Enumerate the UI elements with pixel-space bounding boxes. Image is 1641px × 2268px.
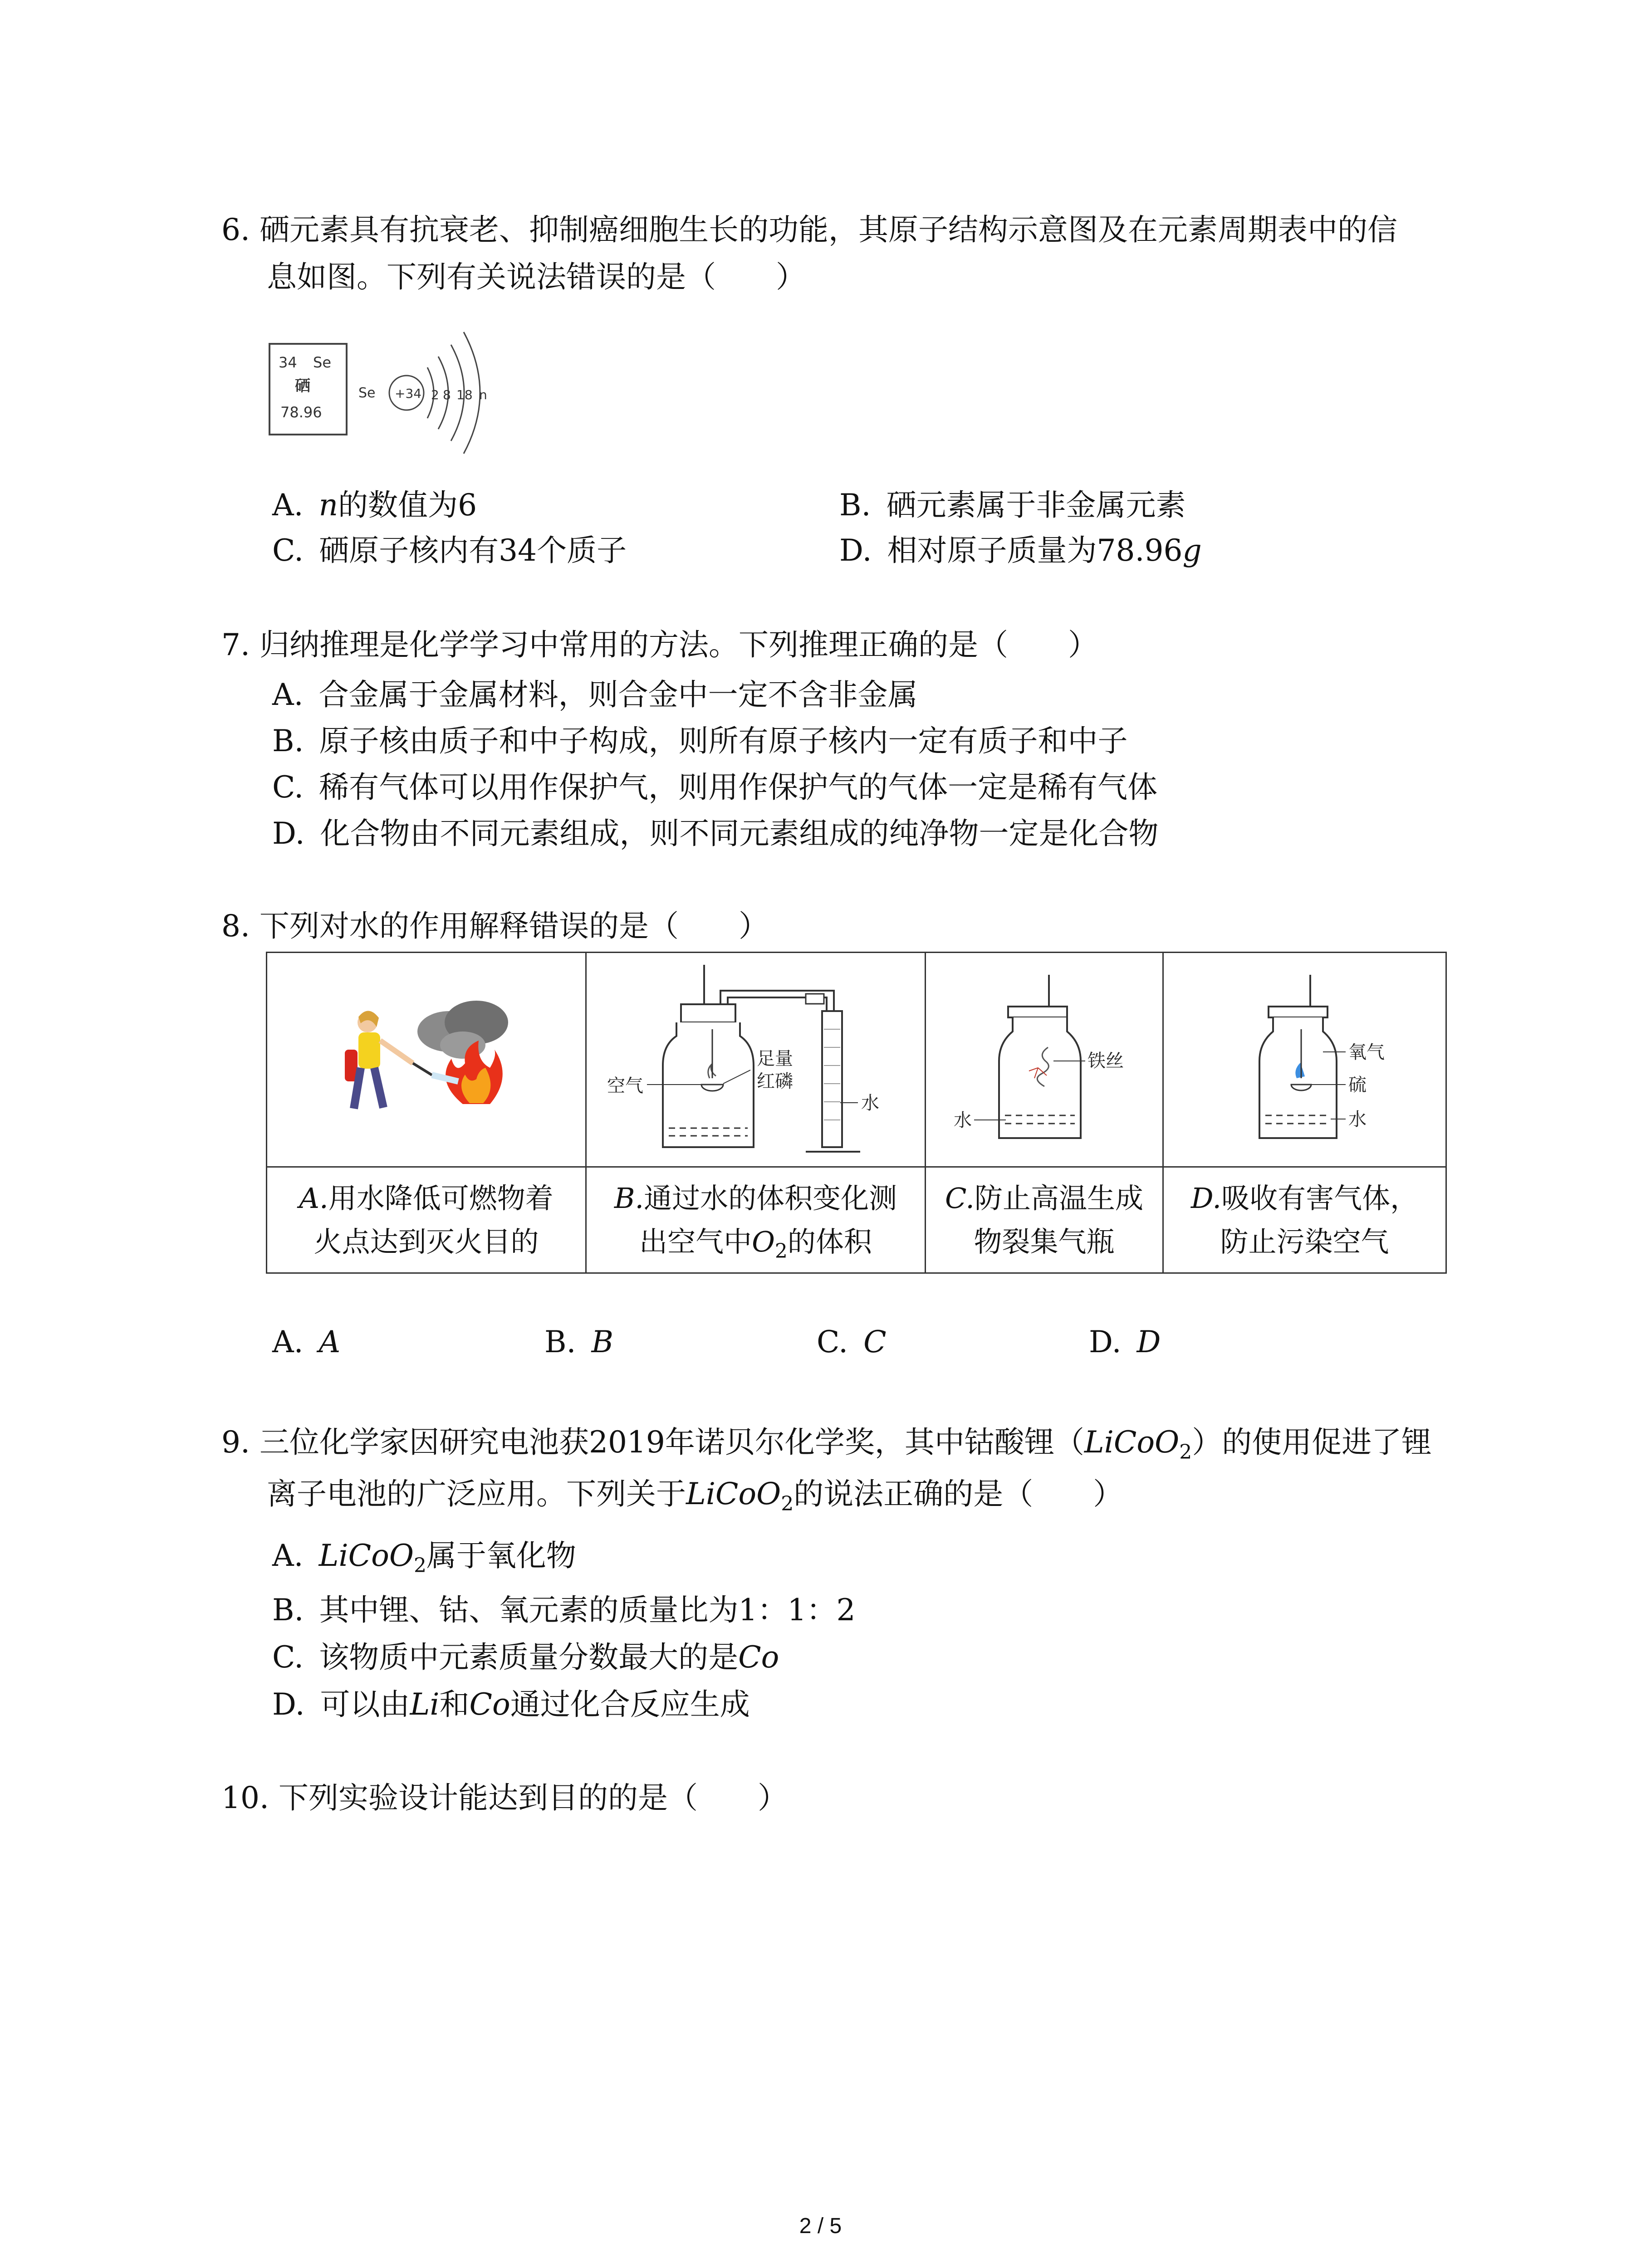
q8-option-c[interactable]: C. C (817, 1325, 887, 1359)
element-name: 硒 (295, 377, 310, 395)
q8-option-b[interactable]: B. B (544, 1325, 613, 1359)
label-water-c: 水 (953, 1110, 972, 1131)
q8-option-a[interactable]: A. A (272, 1325, 341, 1359)
label-water-b: 水 (861, 1093, 879, 1114)
q7-option-b[interactable]: B. 原子核由质子和中子构成，则所有原子核内一定有质子和中子 (272, 723, 1128, 758)
label-iron-wire: 铁丝 (1087, 1051, 1124, 1071)
question-7-stem: 7. 归纳推理是化学学习中常用的方法。下列推理正确的是（ ） (221, 627, 1098, 662)
q9-option-a[interactable]: A. LiCoO$_2$属于氧化物 (272, 1538, 576, 1577)
q6-option-a[interactable]: A. n的数值为6 (272, 488, 477, 523)
q8-option-d[interactable]: D. D (1089, 1325, 1161, 1359)
q8-caption-b: B.通过水的体积变化测 出空气中$O_2$的体积 (586, 1167, 926, 1273)
iron-wire-apparatus (931, 957, 1158, 1161)
fire-extinguish-illustration (327, 991, 526, 1127)
question-6 (221, 206, 1474, 301)
phosphorus-air-apparatus (597, 957, 915, 1161)
label-sulfur: 硫 (1348, 1075, 1367, 1095)
q8-cell-d-figure (1163, 953, 1446, 1167)
q6-option-b[interactable]: B. 硒元素属于非金属元素 (839, 488, 1186, 523)
label-oxygen: 氧气 (1348, 1042, 1385, 1063)
q9-option-c[interactable]: C. 该物质中元素质量分数最大的是Co (272, 1640, 779, 1675)
q8-figure-table (266, 952, 1447, 1274)
q8-cell-b-figure (586, 953, 926, 1167)
q8-caption-a: A.用水降低可燃物着 火点达到灭火目的 (267, 1167, 586, 1273)
question-9-stem-line2: 离子电池的广泛应用。下列关于LiCoO$_2$的说法正确的是（ ） (267, 1476, 1123, 1515)
question-7 (221, 621, 1474, 669)
q7-option-a[interactable]: A. 合金属于金属材料，则合金中一定不含非金属 (272, 677, 918, 712)
question-6-stem-line2: 息如图。下列有关说法错误的是（ ） (267, 259, 806, 294)
atom-symbol: Se (358, 385, 376, 401)
q9-option-d[interactable]: D. 可以由Li和Co通过化合反应生成 (272, 1687, 750, 1722)
q7-option-c[interactable]: C. 稀有气体可以用作保护气，则用作保护气的气体一定是稀有气体 (272, 770, 1158, 805)
question-8-stem: 8. 下列对水的作用解释错误的是（ ） (221, 909, 769, 943)
question-10 (221, 1774, 1474, 1822)
label-enough: 足量 (756, 1048, 793, 1069)
element-symbol: Se (313, 354, 331, 371)
selenium-figure (268, 322, 522, 463)
shell-3-count: 18 (456, 387, 473, 402)
q9-option-b[interactable]: B. 其中锂、钴、氧元素的质量比为1：1：2 (272, 1593, 856, 1628)
q7-option-d[interactable]: D. 化合物由不同元素组成，则不同元素组成的纯净物一定是化合物 (272, 816, 1159, 851)
q8-cell-a-figure (267, 953, 586, 1167)
sulfur-oxygen-apparatus (1178, 957, 1432, 1161)
shell-4-count: n (479, 387, 487, 402)
question-10-stem: 10. 下列实验设计能达到目的的是（ ） (221, 1780, 788, 1815)
nucleus-charge: +34 (395, 386, 422, 401)
label-water-d: 水 (1348, 1109, 1367, 1130)
q8-cell-c-figure (926, 953, 1163, 1167)
q8-caption-d: D.吸收有害气体， 防止污染空气 (1163, 1167, 1446, 1273)
shell-2-count: 8 (443, 387, 451, 402)
label-red-phosphorus: 红磷 (756, 1071, 793, 1092)
element-mass: 78.96 (280, 404, 322, 421)
q6-option-d[interactable]: D. 相对原子质量为78.96g (839, 533, 1202, 568)
question-6-stem-line1: 6. 硒元素具有抗衰老、抑制癌细胞生长的功能，其原子结构示意图及在元素周期表中的信 (221, 212, 1397, 247)
question-9-stem-line1: 9. 三位化学家因研究电池获2019年诺贝尔化学奖，其中钴酸锂（LiCoO$_2$）的使用促进了锂 (221, 1425, 1432, 1464)
q6-option-c[interactable]: C. 硒原子核内有34个质子 (272, 533, 627, 568)
element-number: 34 (279, 354, 297, 371)
label-air: 空气 (607, 1075, 643, 1096)
question-9 (221, 1419, 1474, 1518)
page-number: 2 / 5 (799, 2214, 842, 2238)
question-8 (221, 903, 1474, 950)
q8-caption-c: C.防止高温生成 物裂集气瓶 (926, 1167, 1163, 1273)
shell-1-count: 2 (431, 387, 439, 402)
